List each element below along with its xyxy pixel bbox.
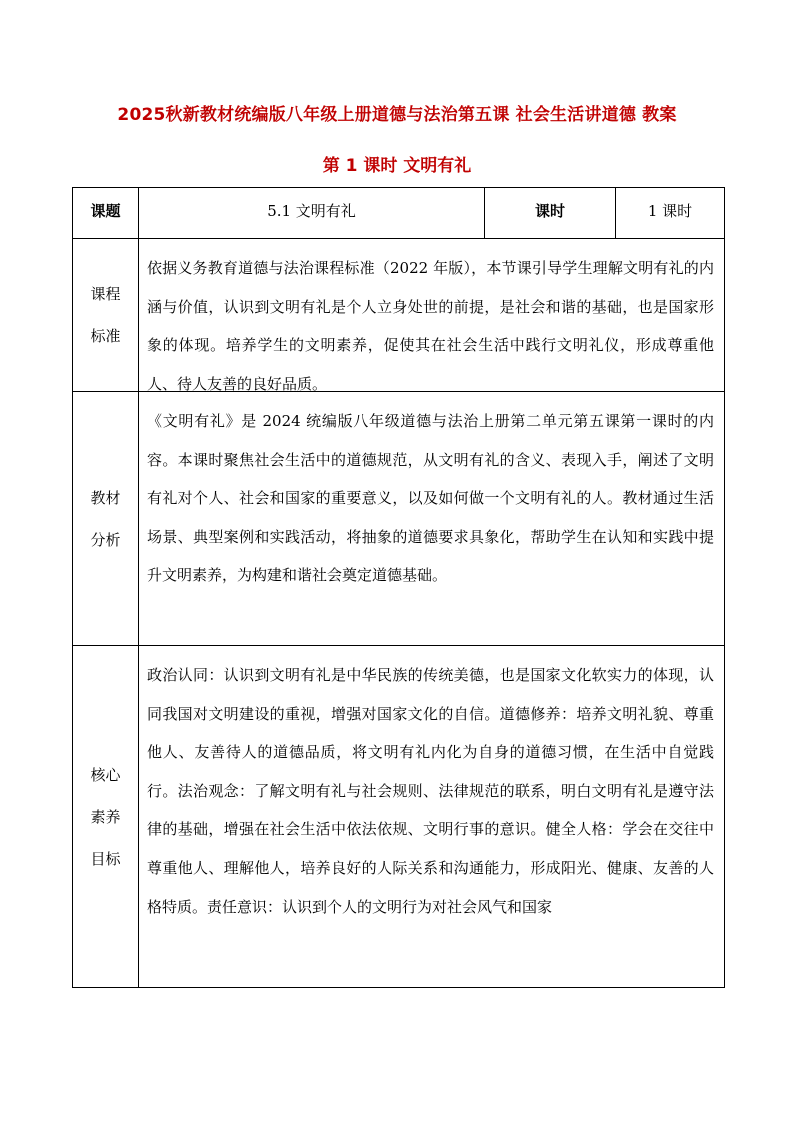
- table-row-core-literacy-goals: [73, 646, 725, 988]
- row-content-cell: [139, 646, 725, 988]
- row-label-cell: [73, 646, 139, 988]
- row-text: 政治认同：认识到文明有礼是中华民族的传统美德，也是国家文化软实力的体现，认同我国对文明建设的重视，增强对国家文化的自信。道德修养：培养文明礼貌、尊重他人、友善待人的道德品质，将文明有礼内化为自身的道德习惯，在生活中自觉践行。法治观念：了解文明有礼与社会规则、法律规范的联系，明白文明有礼是遵守法律的基础，增强在社会生活中依法依规、文明行事的意识。健全人格：学会在交往中尊重他人、理解他人，培养良好的人际关系和沟通能力，形成阳光、健康、友善的人格特质。责任意识：认识到个人的文明行为对社会风气和国家: [147, 666, 714, 916]
- period-label: 课时: [534, 202, 565, 220]
- topic-value-cell: [139, 188, 485, 239]
- row-text: 《文明有礼》是 2024 统编版八年级道德与法治上册第二单元第五课第一课时的内容。本课时聚焦社会生活中的道德规范，从文明有礼的含义、表现入手，阐述了文明有礼对个人、社会和国家的重要意义，以及如何做一个文明有礼的人。教材通过生活场景、典型案例和实践活动，将抽象的道德要求具象化，帮助学生在认知和实践中提升文明素养，为构建和谐社会奠定道德基础。: [147, 412, 714, 585]
- row-label: 课程标准: [90, 285, 121, 345]
- row-label-cell: [73, 392, 139, 646]
- lesson-plan-table: [72, 187, 725, 988]
- table-row-textbook-analysis: [73, 392, 725, 646]
- document-title: 2025秋新教材统编版八年级上册道德与法治第五课 社会生活讲道德 教案: [117, 105, 677, 125]
- period-value: 1 课时: [647, 202, 693, 220]
- row-content-cell: [139, 392, 725, 646]
- topic-label-cell: [73, 188, 139, 239]
- table-row-curriculum-standard: [73, 239, 725, 392]
- topic-label: 课题: [90, 202, 121, 220]
- row-text: 依据义务教育道德与法治课程标准（2022 年版），本节课引导学生理解文明有礼的内涵与价值，认识到文明有礼是个人立身处世的前提，是社会和谐的基础，也是国家形象的体现。培养学生的文明素养，促使其在社会生活中践行文明礼仪，形成尊重他人、待人友善的良好品质。: [147, 259, 714, 393]
- topic-value: 5.1 文明有礼: [267, 202, 356, 220]
- row-content-cell: [139, 239, 725, 392]
- row-label: 教材分析: [90, 488, 121, 549]
- row-label: 核心素养目标: [90, 765, 121, 868]
- row-label-cell: [73, 239, 139, 392]
- period-value-cell: [616, 188, 725, 239]
- period-label-cell: [485, 188, 616, 239]
- table-header-row: [73, 188, 725, 239]
- lesson-subtitle: 第 1 课时 文明有礼: [322, 156, 472, 176]
